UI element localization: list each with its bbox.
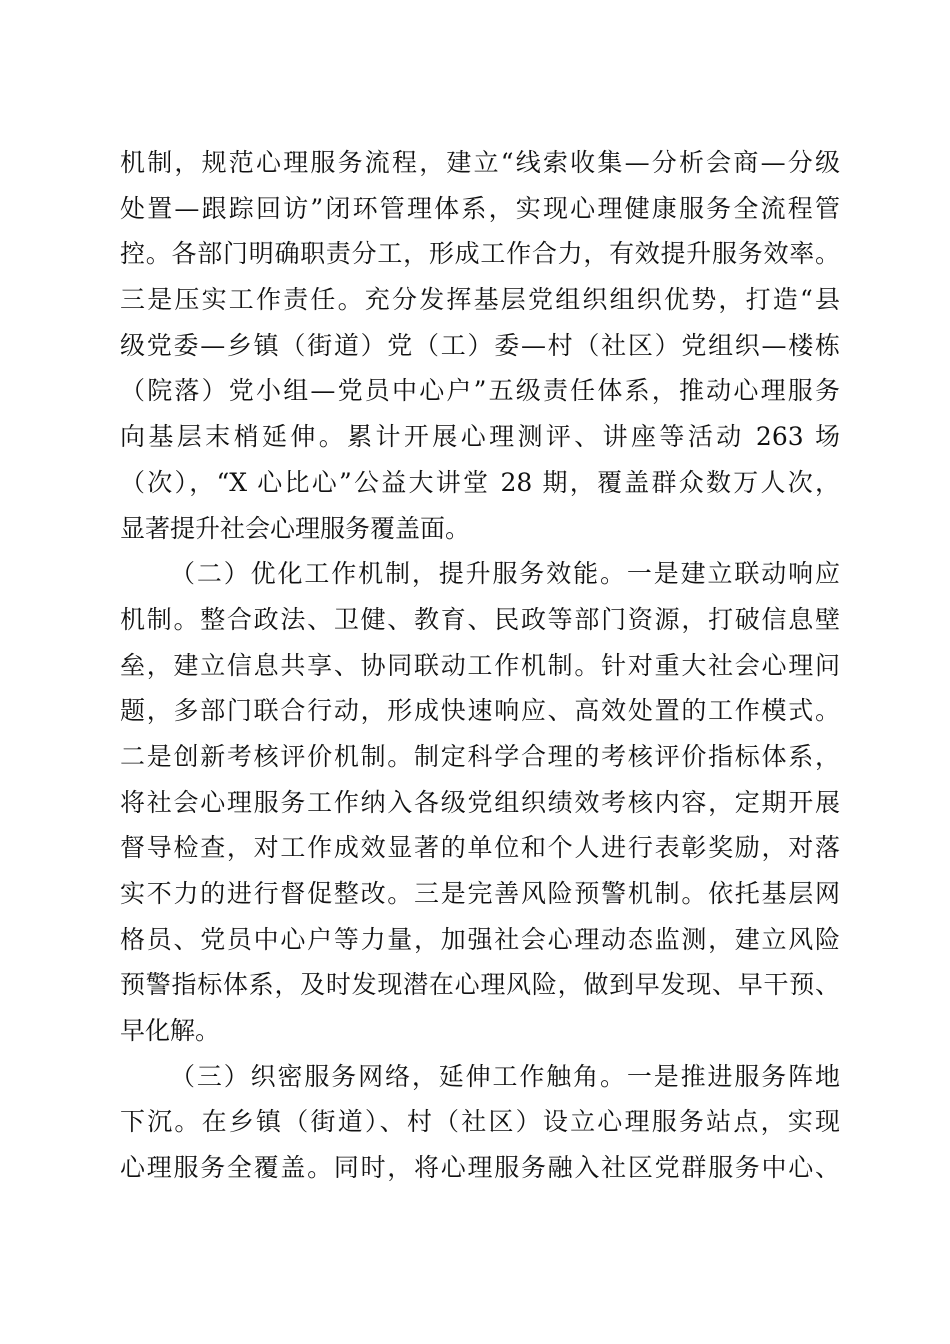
text-line: 控。各部门明确职责分工，形成工作合力，有效提升服务效率。 bbox=[120, 239, 840, 269]
document-body bbox=[120, 140, 840, 1191]
text-line: 垒，建立信息共享、协同联动工作机制。针对重大社会心理问 bbox=[120, 650, 840, 680]
text-line: 处置—跟踪回访”闭环管理体系，实现心理健康服务全流程管 bbox=[120, 193, 840, 223]
text-line: 心理服务全覆盖。同时，将心理服务融入社区党群服务中心、 bbox=[120, 1153, 840, 1183]
text-line: （三）织密服务网络，延伸工作触角。一是推进服务阵地 bbox=[170, 1061, 840, 1091]
text-line: 格员、党员中心户等力量，加强社会心理动态监测，建立风险 bbox=[120, 924, 840, 954]
text-line: 二是创新考核评价机制。制定科学合理的考核评价指标体系， bbox=[120, 741, 840, 771]
text-line: 题，多部门联合行动，形成快速响应、高效处置的工作模式。 bbox=[120, 696, 840, 726]
text-line: （院落）党小组—党员中心户”五级责任体系，推动心理服务 bbox=[120, 376, 840, 406]
text-line: 机制，规范心理服务流程，建立“线索收集—分析会商—分级 bbox=[120, 148, 840, 177]
text-line: 实不力的进行督促整改。三是完善风险预警机制。依托基层网 bbox=[120, 879, 840, 908]
text-line: 向基层末梢延伸。累计开展心理测评、讲座等活动 263 场 bbox=[120, 422, 840, 452]
text-line: 预警指标体系，及时发现潜在心理风险，做到早发现、早干预、 bbox=[120, 970, 840, 1000]
text-line: （次），“X 心比心”公益大讲堂 28 期，覆盖群众数万人次， bbox=[120, 467, 840, 497]
text-line: 机制。整合政法、卫健、教育、民政等部门资源，打破信息壁 bbox=[120, 604, 840, 634]
text-line: 早化解。 bbox=[120, 1016, 221, 1046]
text-line: 督导检查，对工作成效显著的单位和个人进行表彰奖励，对落 bbox=[120, 833, 840, 863]
text-line: 显著提升社会心理服务覆盖面。 bbox=[120, 513, 471, 543]
text-line: 级党委—乡镇（街道）党（工）委—村（社区）党组织—楼栋 bbox=[120, 330, 840, 360]
text-line: 三是压实工作责任。充分发挥基层党组织组织优势，打造“县 bbox=[120, 285, 840, 315]
text-line: （二）优化工作机制，提升服务效能。一是建立联动响应 bbox=[170, 559, 840, 589]
text-line: 下沉。在乡镇（街道）、村（社区）设立心理服务站点，实现 bbox=[120, 1107, 840, 1137]
text-line: 将社会心理服务工作纳入各级党组织绩效考核内容，定期开展 bbox=[120, 787, 840, 817]
